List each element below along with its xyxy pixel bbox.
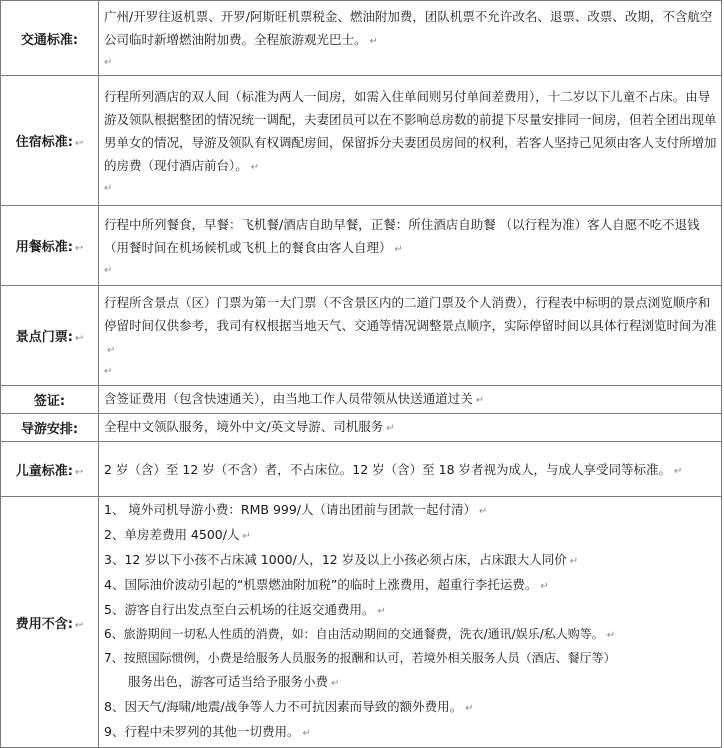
row-label-text: 景点门票: [15,330,73,345]
paragraph-mark-icon: ↵ [606,630,616,641]
list-item: 9、行程中未罗列的其他一切费用。 ↵ [104,724,311,739]
list-item: 8、因天气/海啸/地震/战争等人力不可抗因素而导致的额外费用。 ↵ [104,699,474,714]
row-content [99,386,722,414]
paragraph-mark-icon: ↵ [331,678,340,689]
list-item: 7、按照国际惯例，小费是给服务人员服务的报酬和认可，若境外相关服务人员（酒店、餐厅等） [104,651,616,665]
list-item: 3、12 岁以下小孩不占床减 1000/人，12 岁及以上小孩必须占床，占床跟大人同价 ↵ [104,552,579,567]
paragraph-mark-icon: ↵ [569,556,579,567]
content-text: 广州/开罗往返机票、开罗/阿斯旺机票税金、燃油附加费，团队机票不允许改名、退票、改票、改期，不含航空公司临时新增燃油附加费。全程旅游观光巴士。 ↵ [104,9,713,47]
row-content [99,497,722,748]
list-item: 服务出色，游客可适当给予服务小费 ↵ [128,674,340,689]
paragraph-mark-icon: ↵ [465,703,474,714]
table-row-children [1,442,722,497]
row-label [1,286,99,386]
row-label [1,442,99,497]
paragraph-mark-icon: ↵ [250,161,260,173]
content-text: 2 岁（含）至 12 岁（不含）者，不占床位。12 岁（含）至 18 岁者视为成人，与成人享受同等标准。 ↵ [104,461,683,477]
label-mark-icon: ↩ [74,333,84,344]
content-text: 行程所含景点（区）门票为第一大门票（不含景区内的二道门票及个人消费），行程表中标明的景点浏览顺序和停留时间仅供参考，我司有权根据当地天气、交通等情况调整景点顺序，实际停留时间以具体行程浏览时间为准↵ [104,295,717,356]
label-mark-icon: ↩ [74,466,84,478]
row-label-text: 住宿标准: [15,135,73,150]
table-row-meals [1,206,722,286]
list-item: 1、 境外司机导游小费：RMB 999/人（请出团前与团款一起付清） ↵ [104,502,488,517]
list-item: 2、单房差费用 4500/人 ↵ [104,527,251,542]
paragraph-mark-icon: ↵ [242,531,251,542]
table-row-visa [1,386,722,414]
paragraph-mark-icon: ↵ [302,728,311,739]
paragraph-mark-icon: ↵ [479,506,488,517]
row-label [1,76,99,206]
content-text: 全程中文领队服务，境外中文/英文导游、司机服务 ↵ [104,419,395,434]
paragraph-mark-icon: ↵ [475,395,485,406]
label-mark-icon: ↩ [74,243,84,254]
row-label [1,1,99,76]
table-row-excluded-costs [1,497,722,748]
row-label-text: 儿童标准: [15,463,73,479]
list-item: 6、旅游期间一切私人性质的消费，如：自由活动期间的交通餐费，洗衣/通讯/娱乐/私人购等。 ↵ [104,627,616,641]
row-content [99,76,722,206]
paragraph-mark-icon: ↵ [104,182,113,194]
row-label [1,497,99,748]
row-label [1,414,99,442]
content-text: 行程所列酒店的双人间（标准为两人一间房，如需入住单间则另付单间差费用），十二岁以下儿童不占床。由导游及领队根据整团的情况统一调配，夫妻团员可以在不影响总房数的前提下尽量安排同一间房，但若全团出现单男单女的情况，导游及领队有权调配房间，保留拆分夫妻团员房间的权利，若客人坚持己见须由客人支付所增加的房费（现付酒店前台）。 ↵ [104,88,717,173]
paragraph-mark-icon: ↵ [104,366,113,377]
paragraph-mark-icon: ↵ [377,606,386,617]
row-label [1,206,99,286]
label-mark-icon: ↩ [74,619,84,631]
table-row-transport [1,1,722,76]
row-content [99,286,722,386]
list-item: 4、国际油价波动引起的“机票燃油附加税”的临时上涨费用，超重行李托运费。 ↵ [104,577,549,592]
table-row-accommodation [1,76,722,206]
paragraph-mark-icon: ↵ [104,264,113,276]
paragraph-mark-icon: ↵ [107,345,116,356]
row-label-text: 交通标准: [20,32,79,48]
table-row-guide [1,414,722,442]
content-text: 含签证费用（包含快速通关），由当地工作人员带领从快送通道过关 ↵ [104,391,485,406]
paragraph-mark-icon: ↵ [386,423,395,434]
row-content [99,442,722,497]
row-label-text: 用餐标准: [15,240,73,255]
row-label [1,386,99,414]
row-content [99,206,722,286]
paragraph-mark-icon: ↵ [394,243,403,255]
content-text: 行程中所列餐食，早餐：飞机餐/酒店自助早餐，正餐：所住酒店自助餐 （以行程为准）客人自愿不吃不退钱（用餐时间在机场候机或飞机上的餐食由客人自理） ↵ [104,216,700,255]
paragraph-mark-icon: ↵ [540,581,549,592]
paragraph-mark-icon: ↵ [369,36,378,47]
paragraph-mark-icon: ↵ [104,57,113,68]
list-item: 5、游客自行出发点至白云机场的往返交通费用。 ↵ [104,602,386,617]
row-content [99,414,722,442]
row-content [99,1,722,76]
paragraph-mark-icon: ↵ [674,465,683,477]
row-label-text: 费用不含: [15,616,73,632]
table-row-tickets [1,286,722,386]
row-label-text: 签证: [33,394,66,409]
row-label-text: 导游安排: [20,422,79,437]
label-mark-icon: ↩ [74,138,84,149]
